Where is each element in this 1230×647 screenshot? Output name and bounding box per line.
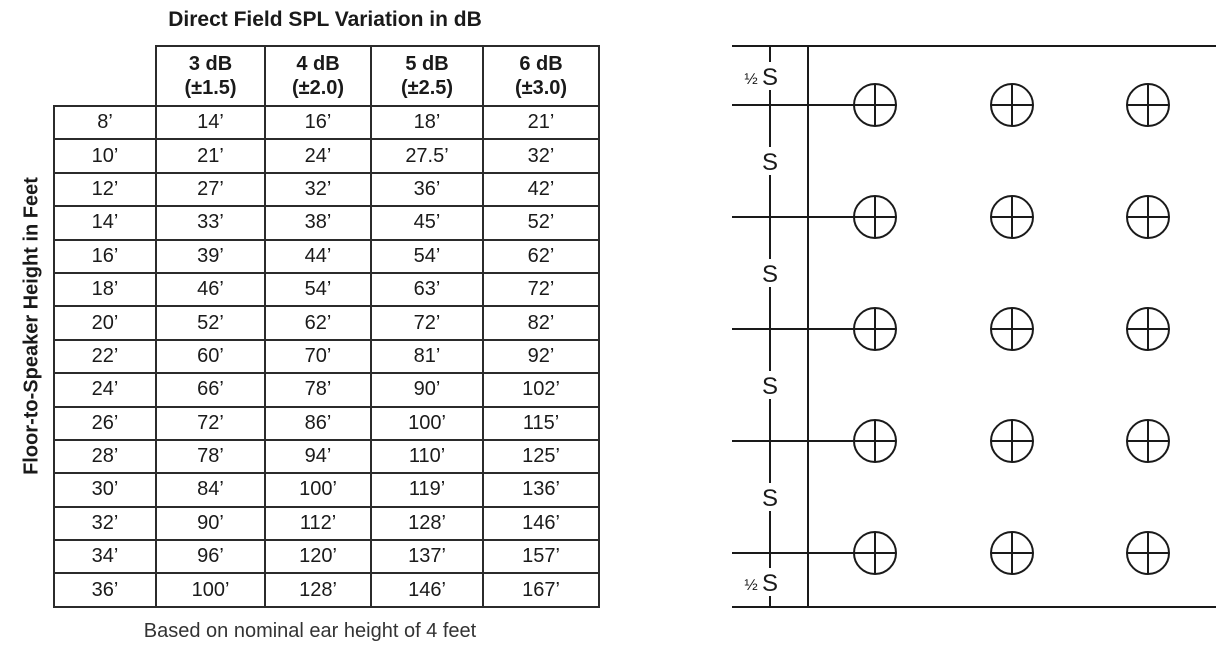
distance-cell: 82’ (483, 306, 599, 339)
diagram-frame (732, 46, 1216, 607)
distance-cell: 128’ (371, 507, 483, 540)
spacing-label: S (761, 64, 779, 91)
table-row (54, 507, 599, 540)
table-row (54, 573, 599, 606)
header-row (54, 46, 599, 106)
row-axis-label: Floor-to-Speaker Height in Feet (20, 177, 43, 475)
distance-cell: 167’ (483, 573, 599, 606)
corner-cell (54, 46, 156, 106)
distance-cell: 33’ (156, 206, 265, 239)
distance-cell: 62’ (265, 306, 371, 339)
height-cell: 14’ (54, 206, 156, 239)
distance-cell: 52’ (483, 206, 599, 239)
half-label: ½ (744, 577, 758, 594)
distance-cell: 62’ (483, 240, 599, 273)
distance-cell: 81’ (371, 340, 483, 373)
distance-cell: 38’ (265, 206, 371, 239)
distance-cell: 60’ (156, 340, 265, 373)
distance-cell: 14’ (156, 106, 265, 139)
table-row (54, 139, 599, 172)
column-header-db: 6 dB (519, 53, 563, 75)
table-row (54, 306, 599, 339)
table-row (54, 340, 599, 373)
distance-cell: 112’ (265, 507, 371, 540)
table-row (54, 540, 599, 573)
distance-cell: 100’ (371, 407, 483, 440)
distance-cell: 72’ (483, 273, 599, 306)
distance-cell: 86’ (265, 407, 371, 440)
column-header-range: (±2.0) (291, 77, 345, 99)
distance-cell: 72’ (156, 407, 265, 440)
distance-cell: 36’ (371, 173, 483, 206)
distance-cell: 39’ (156, 240, 265, 273)
speaker-icon (991, 308, 1033, 350)
distance-cell: 100’ (156, 573, 265, 606)
spl-table (53, 45, 600, 608)
distance-cell: 42’ (483, 173, 599, 206)
column-header (371, 46, 483, 106)
table-row (54, 206, 599, 239)
distance-cell: 125’ (483, 440, 599, 473)
speaker-icon (854, 308, 896, 350)
distance-cell: 136’ (483, 473, 599, 506)
speaker-icon (854, 196, 896, 238)
distance-cell: 157’ (483, 540, 599, 573)
distance-cell: 21’ (483, 106, 599, 139)
speaker-icon (1127, 532, 1169, 574)
table-row (54, 407, 599, 440)
speaker-icon (1127, 84, 1169, 126)
height-cell: 34’ (54, 540, 156, 573)
table-row (54, 273, 599, 306)
distance-cell: 78’ (156, 440, 265, 473)
table-row (54, 440, 599, 473)
distance-cell: 146’ (483, 507, 599, 540)
distance-cell: 102’ (483, 373, 599, 406)
distance-cell: 16’ (265, 106, 371, 139)
height-cell: 10’ (54, 139, 156, 172)
distance-cell: 63’ (371, 273, 483, 306)
distance-cell: 54’ (371, 240, 483, 273)
distance-cell: 115’ (483, 407, 599, 440)
distance-cell: 44’ (265, 240, 371, 273)
speaker-icon (854, 420, 896, 462)
distance-cell: 52’ (156, 306, 265, 339)
distance-cell: 110’ (371, 440, 483, 473)
speaker-icon (991, 84, 1033, 126)
table-row (54, 373, 599, 406)
distance-cell: 100’ (265, 473, 371, 506)
distance-cell: 46’ (156, 273, 265, 306)
distance-cell: 84’ (156, 473, 265, 506)
distance-cell: 90’ (156, 507, 265, 540)
table-title: Direct Field SPL Variation in dB (168, 8, 482, 31)
distance-cell: 45’ (371, 206, 483, 239)
spacing-label: S (761, 149, 779, 176)
height-cell: 26’ (54, 407, 156, 440)
speaker-icon (1127, 196, 1169, 238)
column-header-db: 3 dB (188, 53, 233, 75)
column-header-range: (±3.0) (514, 77, 568, 99)
table-row (54, 240, 599, 273)
table-row (54, 173, 599, 206)
distance-cell: 137’ (371, 540, 483, 573)
height-cell: 8’ (54, 106, 156, 139)
distance-cell: 96’ (156, 540, 265, 573)
speaker-layout-diagram (700, 30, 1225, 615)
table-row (54, 106, 599, 139)
spacing-label: S (761, 485, 779, 512)
distance-cell: 90’ (371, 373, 483, 406)
distance-cell: 72’ (371, 306, 483, 339)
speaker-icon (991, 196, 1033, 238)
distance-cell: 66’ (156, 373, 265, 406)
column-header (156, 46, 265, 106)
speaker-icon (1127, 420, 1169, 462)
distance-cell: 94’ (265, 440, 371, 473)
height-cell: 16’ (54, 240, 156, 273)
spacing-label: S (761, 373, 779, 400)
column-header-db: 4 dB (296, 53, 340, 75)
column-header-range: (±2.5) (400, 77, 454, 99)
distance-cell: 32’ (483, 139, 599, 172)
height-cell: 28’ (54, 440, 156, 473)
spacing-label: S (761, 261, 779, 288)
distance-cell: 27’ (156, 173, 265, 206)
speaker-icon (854, 84, 896, 126)
height-cell: 22’ (54, 340, 156, 373)
column-header-db: 5 dB (405, 53, 449, 75)
distance-cell: 24’ (265, 139, 371, 172)
distance-cell: 119’ (371, 473, 483, 506)
height-cell: 36’ (54, 573, 156, 606)
distance-cell: 146’ (371, 573, 483, 606)
spacing-label: S (761, 570, 779, 597)
distance-cell: 54’ (265, 273, 371, 306)
column-header-range: (±1.5) (184, 77, 237, 99)
speaker-icon (1127, 308, 1169, 350)
distance-cell: 32’ (265, 173, 371, 206)
speaker-icon (991, 532, 1033, 574)
distance-cell: 78’ (265, 373, 371, 406)
height-cell: 12’ (54, 173, 156, 206)
height-cell: 24’ (54, 373, 156, 406)
distance-cell: 18’ (371, 106, 483, 139)
distance-cell: 21’ (156, 139, 265, 172)
height-cell: 18’ (54, 273, 156, 306)
height-cell: 20’ (54, 306, 156, 339)
speaker-icon (854, 532, 896, 574)
footnote: Based on nominal ear height of 4 feet (143, 620, 477, 642)
half-label: ½ (744, 71, 758, 88)
distance-cell: 70’ (265, 340, 371, 373)
column-header (265, 46, 371, 106)
distance-cell: 27.5’ (371, 139, 483, 172)
distance-cell: 92’ (483, 340, 599, 373)
table-row (54, 473, 599, 506)
height-cell: 32’ (54, 507, 156, 540)
distance-cell: 120’ (265, 540, 371, 573)
column-header (483, 46, 599, 106)
height-cell: 30’ (54, 473, 156, 506)
distance-cell: 128’ (265, 573, 371, 606)
speaker-icon (991, 420, 1033, 462)
